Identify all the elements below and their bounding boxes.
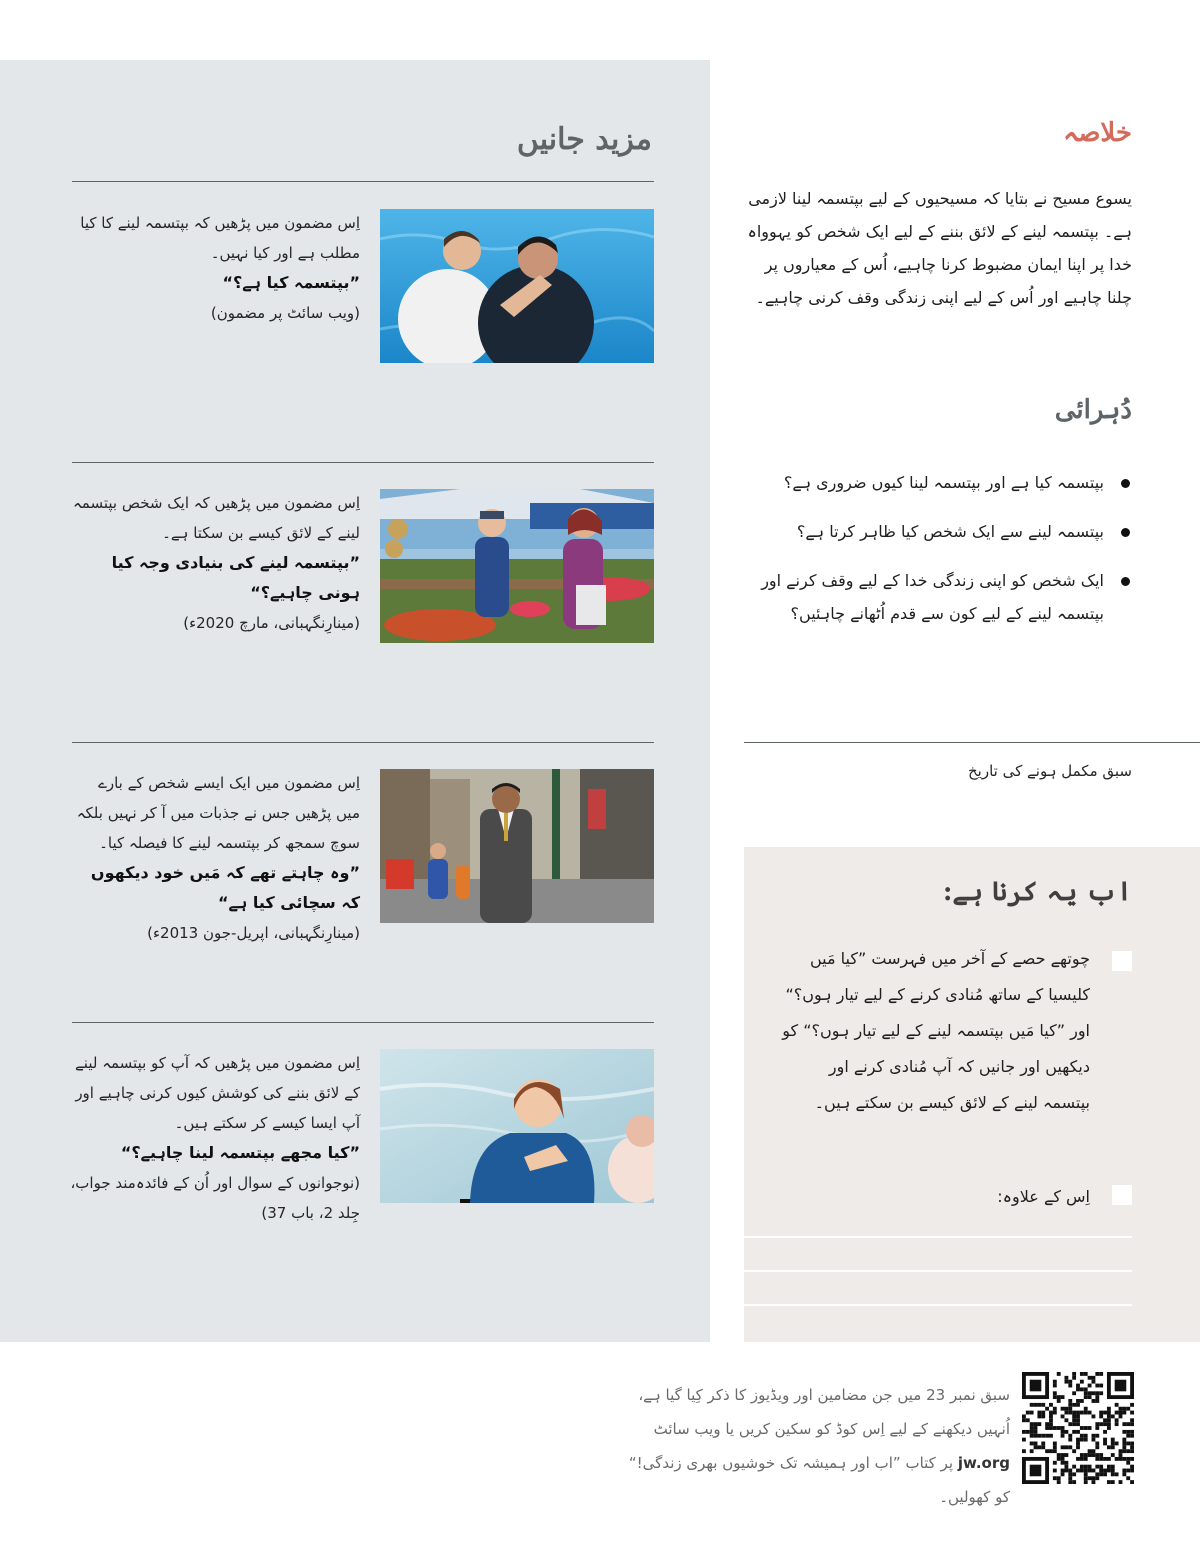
summary-body: یسوع مسیح نے بتایا کہ مسیحیوں کے لیے بپتسمہ لینا لازمی ہے۔ بپتسمہ لینے کے لائق بننے کے لیے ایک شخص کو یہوواہ خدا پر اپنا ایمان مضبوط کرنا چاہیے، اُس کے معیاروں پر چلنا چاہیے اور اُس کے لیے اپنی زندگی وقف کرنی چاہیے۔ (747, 189, 1132, 307)
card-description: اِس مضمون میں پڑھیں کہ آپ کو بپتسمہ لینے کے لائق بننے کی کوشش کیوں کرنی چاہیے اور آپ ایسا کیسے کر سکتے ہیں۔ (75, 1054, 360, 1132)
review-question: بپتسمہ کیا ہے اور بپتسمہ لینا کیوں ضروری ہے؟ (744, 466, 1104, 499)
young-woman-baptism-photo (380, 1049, 654, 1203)
market-conversation-photo (380, 489, 654, 643)
baptism-pool-photo (380, 209, 654, 363)
divider (744, 742, 1200, 743)
learn-more-panel (0, 60, 710, 1342)
learn-more-card (70, 208, 360, 328)
divider (72, 181, 654, 182)
learn-more-card (70, 768, 360, 948)
divider (72, 742, 654, 743)
writing-line[interactable] (744, 1304, 1132, 1306)
todo-box (744, 847, 1200, 1342)
card-description: اِس مضمون میں پڑھیں کہ ایک شخص بپتسمہ لینے کے لائق کیسے بن سکتا ہے۔ (72, 494, 360, 542)
completion-date-label: سبق مکمل ہونے کی تاریخ (967, 762, 1132, 780)
review-question: بپتسمہ لینے سے ایک شخص کیا ظاہر کرتا ہے؟ (744, 515, 1104, 548)
learn-more-title: مزید جانیں (516, 122, 652, 157)
city-street-man-photo (380, 769, 654, 923)
footer-text-before: سبق نمبر 23 میں جن مضامین اور ویڈیوز کا ذکر کِیا گیا ہے، اُنہیں دیکھنے کے لیے اِس کوڈ کو سکین کریں یا ویب سائٹ (638, 1386, 1010, 1438)
card-source: (نوجوانوں کے سوال اور اُن کے فائدہ‌مند جواب، جِلد 2، باب 37) (70, 1174, 360, 1222)
todo-checkbox[interactable] (1112, 951, 1132, 971)
todo-checkbox[interactable] (1112, 1185, 1132, 1205)
divider (72, 462, 654, 463)
learn-more-card (70, 1048, 360, 1228)
writing-line[interactable] (744, 1236, 1132, 1238)
summary-title: خلاصہ (1063, 118, 1132, 148)
card-description: اِس مضمون میں پڑھیں کہ بپتسمہ لینے کا کیا مطلب ہے اور کیا نہیں۔ (80, 214, 360, 262)
card-source: (مینارِنگہبانی، مارچ 2020ء) (183, 614, 360, 632)
card-source: (ویب سائٹ پر مضمون) (210, 304, 360, 322)
todo-item: اِس کے علاوہ: (997, 1187, 1090, 1206)
review-list (744, 466, 1104, 646)
card-link-title[interactable]: ”کیا مجھے بپتسمہ لینا چاہیے؟“ (120, 1143, 360, 1162)
footer-text-after: پر کتاب ”اب اور ہمیشہ تک خوشیوں بھری زندگی!“ کو کھولیں۔ (628, 1454, 1010, 1506)
learn-more-card (70, 488, 360, 638)
review-title: دُہرائی (1054, 395, 1132, 425)
footer-note (610, 1378, 1010, 1514)
todo-item: چوتھے حصے کے آخر میں فہرست ”کیا مَیں کلیسیا کے ساتھ مُنادی کرنے کے لیے تیار ہوں؟“ اور ”کیا مَیں بپتسمہ لینے کے لیے تیار ہوں؟“ کو دیکھیں اور جانیں کہ آپ مُنادی کرنے اور بپتسمہ لینے کے لائق کیسے بن سکتے ہیں۔ (782, 949, 1090, 1112)
writing-line[interactable] (744, 1270, 1132, 1272)
card-link-title[interactable]: ”بپتسمہ لینے کی بنیادی وجہ کیا ہونی چاہیے؟“ (111, 553, 360, 602)
card-description: اِس مضمون میں ایک ایسے شخص کے بارے میں پڑھیں جس نے جذبات میں آ کر نہیں بلکہ سوچ سمجھ کر بپتسمہ لینے کا فیصلہ کیا۔ (76, 774, 360, 852)
review-question: ایک شخص کو اپنی زندگی خدا کے لیے وقف کرنے اور بپتسمہ لینے کے لیے کون سے قدم اُٹھانے چاہئیں؟ (744, 564, 1104, 630)
divider (72, 1022, 654, 1023)
card-source: (مینارِنگہبانی، اپریل-جون 2013ء) (147, 924, 360, 942)
website-link[interactable]: jw.org (957, 1454, 1010, 1472)
card-link-title[interactable]: ”بپتسمہ کیا ہے؟“ (222, 273, 360, 292)
card-link-title[interactable]: ”وہ چاہتے تھے کہ مَیں خود دیکھوں کہ سچائی کیا ہے“ (90, 863, 360, 912)
qr-code-icon[interactable] (1022, 1372, 1134, 1484)
todo-title: اب یہ کرنا ہے: (942, 877, 1132, 907)
